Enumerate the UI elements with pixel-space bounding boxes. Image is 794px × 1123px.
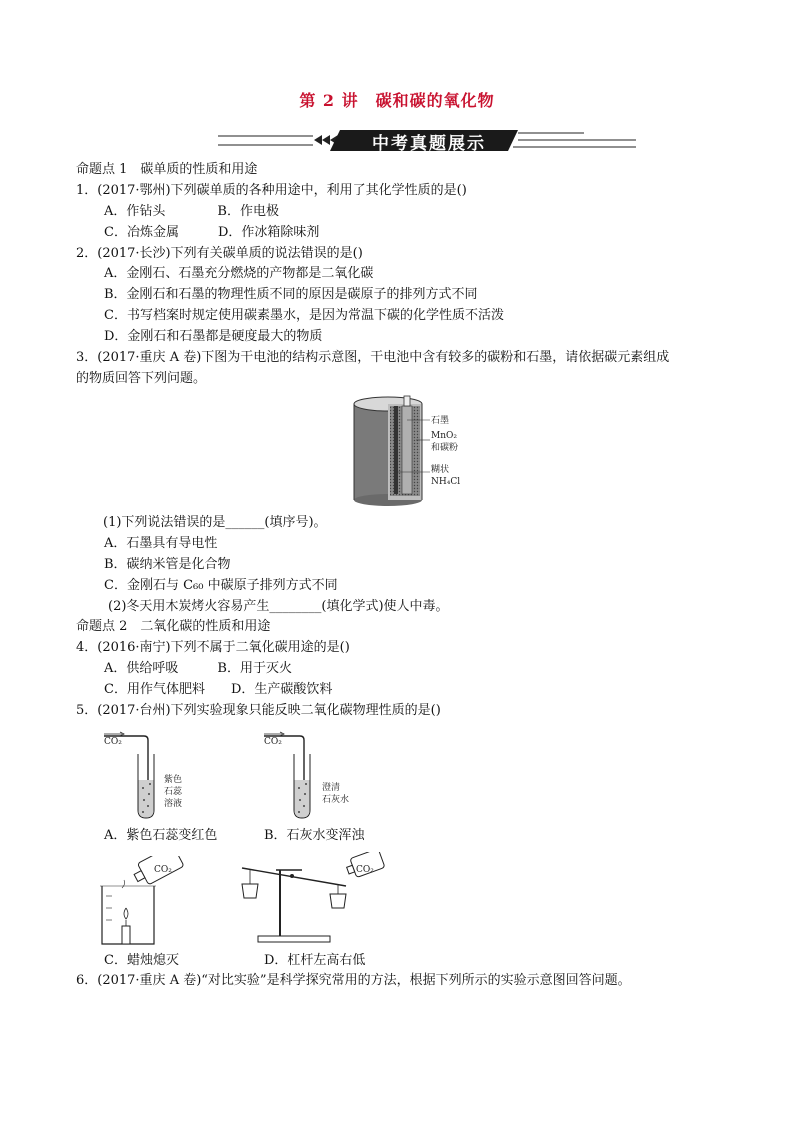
question-4-stem: 4．(2016·南宁)下列不属于二氧化碳用途的是(): [76, 640, 350, 655]
tube-a-label-1: 紫色: [164, 775, 183, 785]
question-3-sub2: (2)冬天用木炭烤火容易产生________(填化学式)使人中毒。: [108, 599, 449, 614]
figure-b-limewater-tube: [260, 730, 360, 822]
question-3-stem-line1: 3．(2017·重庆 A 卷)下图为干电池的结构示意图，干电池中含有较多的碳粉和石墨，请依据碳元素组成: [76, 350, 670, 365]
question-3-option-a: A．石墨具有导电性: [104, 536, 218, 551]
figure-c-candle-beaker: [96, 856, 196, 948]
question-5-caption-d: D．杠杆左高右低: [264, 953, 366, 968]
question-5-caption-a: A．紫色石蕊变红色: [104, 828, 218, 843]
topic-heading-2: 命题点 2 二氧化碳的性质和用途: [76, 619, 271, 634]
question-2-option-b: B．金刚石和石墨的物理性质不同的原因是碳原子的排列方式不同: [104, 287, 478, 302]
tube-a-label-2: 石蕊: [164, 787, 183, 797]
question-2-stem: 2．(2017·长沙)下列有关碳单质的说法错误的是(): [76, 246, 363, 261]
question-3-stem-line2: 的物质回答下列问题。: [76, 371, 207, 386]
question-4-options-ab: A．供给呼吸 B．用于灭火: [104, 661, 292, 676]
question-4-options-cd: C．用作气体肥料 D．生产碳酸饮料: [104, 682, 333, 697]
co2-label-b: CO₂: [264, 737, 282, 747]
question-2-option-d: D．金刚石和石墨都是硬度最大的物质: [104, 329, 323, 344]
battery-label-nh4cl: NH₄Cl: [431, 477, 461, 487]
figure-a-litmus-tube: [100, 730, 200, 822]
banner-title: 中考真题展示: [372, 134, 486, 154]
co2-label-c: CO₂: [154, 865, 172, 875]
tube-b-label-2: 石灰水: [322, 795, 350, 805]
question-5-caption-b: B．石灰水变浑浊: [264, 828, 365, 843]
battery-label-carbon-powder: 和碳粉: [431, 443, 459, 453]
question-6-stem: 6．(2017·重庆 A 卷)“对比实验”是科学探究常用的方法，根据下列所示的实验示意图回答问题。: [76, 973, 631, 988]
tube-a-label-3: 溶液: [164, 799, 183, 809]
question-5-stem: 5．(2017·台州)下列实验现象只能反映二氧化碳物理性质的是(): [76, 703, 441, 718]
question-1-options-cd: C．冶炼金属 D．作冰箱除味剂: [104, 225, 320, 240]
page-title: 第 2 讲 碳和碳的氧化物: [299, 91, 495, 110]
question-5-caption-c: C．蜡烛熄灭: [104, 953, 179, 968]
battery-label-graphite: 石墨: [431, 416, 450, 426]
question-3-option-c: C．金刚石与 C₆₀ 中碳原子排列方式不同: [104, 578, 338, 593]
section-banner: [218, 127, 636, 153]
co2-label-d: CO₂: [356, 865, 374, 875]
question-3-option-b: B．碳纳米管是化合物: [104, 557, 231, 572]
battery-label-paste: 糊状: [431, 465, 450, 475]
question-1-options-ab: A．作钻头 B．作电极: [104, 204, 279, 219]
co2-label-a: CO₂: [104, 737, 122, 747]
question-2-option-c: C．书写档案时规定使用碳素墨水，是因为常温下碳的化学性质不活泼: [104, 308, 504, 323]
figure-d-lever-balance: [236, 852, 386, 948]
question-3-sub1: (1)下列说法错误的是______(填序号)。: [103, 515, 327, 530]
tube-b-label-1: 澄清: [322, 783, 341, 793]
question-2-option-a: A．金刚石、石墨充分燃烧的产物都是二氧化碳: [104, 266, 374, 281]
battery-label-mno2: MnO₂: [431, 431, 457, 441]
question-1-stem: 1．(2017·鄂州)下列碳单质的各种用途中，利用了其化学性质的是(): [76, 183, 467, 198]
topic-heading-1: 命题点 1 碳单质的性质和用途: [76, 162, 258, 177]
dry-cell-diagram: [350, 394, 470, 506]
